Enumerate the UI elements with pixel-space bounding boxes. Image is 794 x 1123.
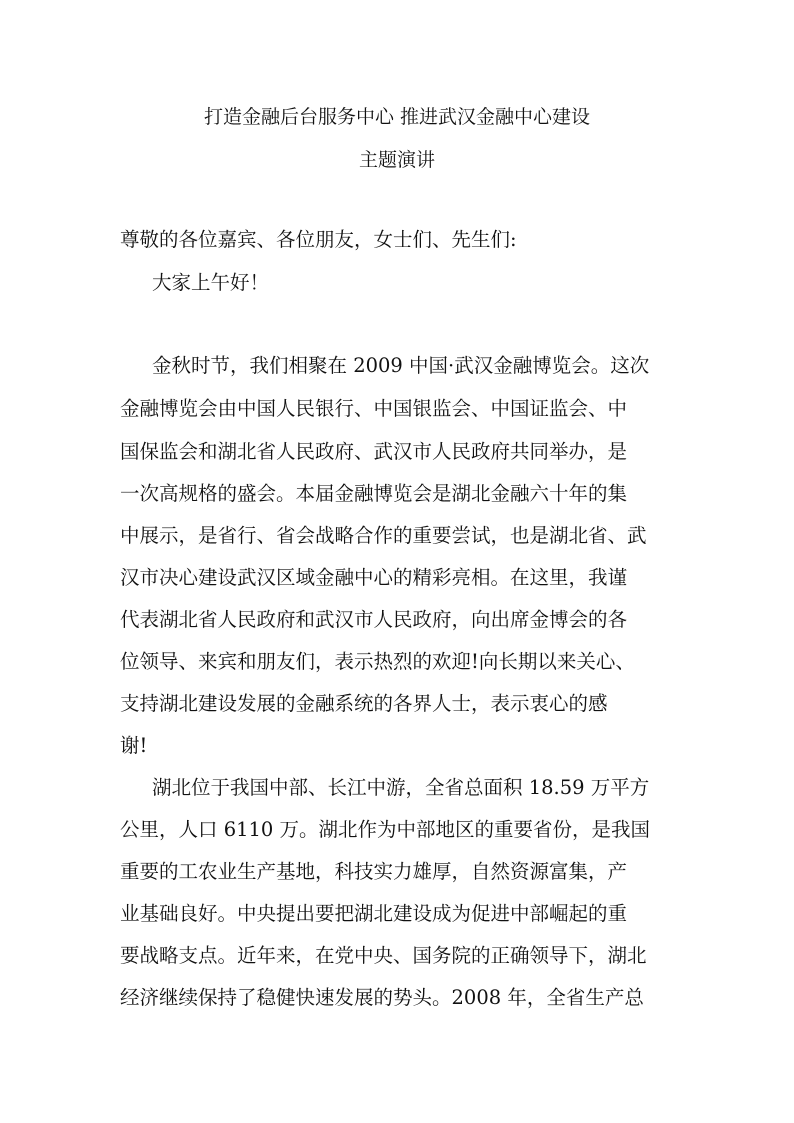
- paragraph1-line: 谢!: [120, 734, 148, 757]
- paragraph1-line: 国保监会和湖北省人民政府、武汉市人民政府共同举办，是: [120, 440, 628, 463]
- salutation: 尊敬的各位嘉宾、各位朋友，女士们、先生们:: [120, 228, 517, 251]
- paragraph1-line: 金融博览会由中国人民银行、中国银监会、中国证监会、中: [120, 397, 628, 420]
- paragraph2-line: 要战略支点。近年来，在党中央、国务院的正确领导下，湖北: [120, 944, 647, 967]
- paragraph1-line: 金秋时节，我们相聚在 2009 中国·武汉金融博览会。这次: [152, 354, 650, 377]
- paragraph1-line: 代表湖北省人民政府和武汉市人民政府，向出席金博会的各: [120, 608, 628, 631]
- paragraph2-line: 业基础良好。中央提出要把湖北建设成为促进中部崛起的重: [120, 902, 628, 925]
- document-title: 打造金融后台服务中心 推进武汉金融中心建设: [203, 106, 591, 128]
- paragraph1-line: 一次高规格的盛会。本届金融博览会是湖北金融六十年的集: [120, 482, 628, 505]
- paragraph1-line: 支持湖北建设发展的金融系统的各界人士，表示衷心的感: [120, 692, 608, 715]
- greeting: 大家上午好！: [152, 271, 270, 294]
- paragraph2-line: 湖北位于我国中部、长江中游，全省总面积 18.59 万平方: [152, 776, 650, 799]
- paragraph2-line: 公里，人口 6110 万。湖北作为中部地区的重要省份，是我国: [120, 818, 651, 841]
- paragraph1-line: 中展示，是省行、省会战略合作的重要尝试，也是湖北省、武: [120, 524, 647, 547]
- paragraph1-line: 汉市决心建设武汉区域金融中心的精彩亮相。在这里，我谨: [120, 566, 628, 589]
- paragraph2-line: 经济继续保持了稳健快速发展的势头。2008 年，全省生产总: [120, 986, 644, 1009]
- document-subtitle: 主题演讲: [358, 149, 435, 171]
- paragraph1-line: 位领导、来宾和朋友们，表示热烈的欢迎!向长期以来关心、: [120, 650, 635, 673]
- paragraph2-line: 重要的工农业生产基地，科技实力雄厚，自然资源富集，产: [120, 860, 628, 883]
